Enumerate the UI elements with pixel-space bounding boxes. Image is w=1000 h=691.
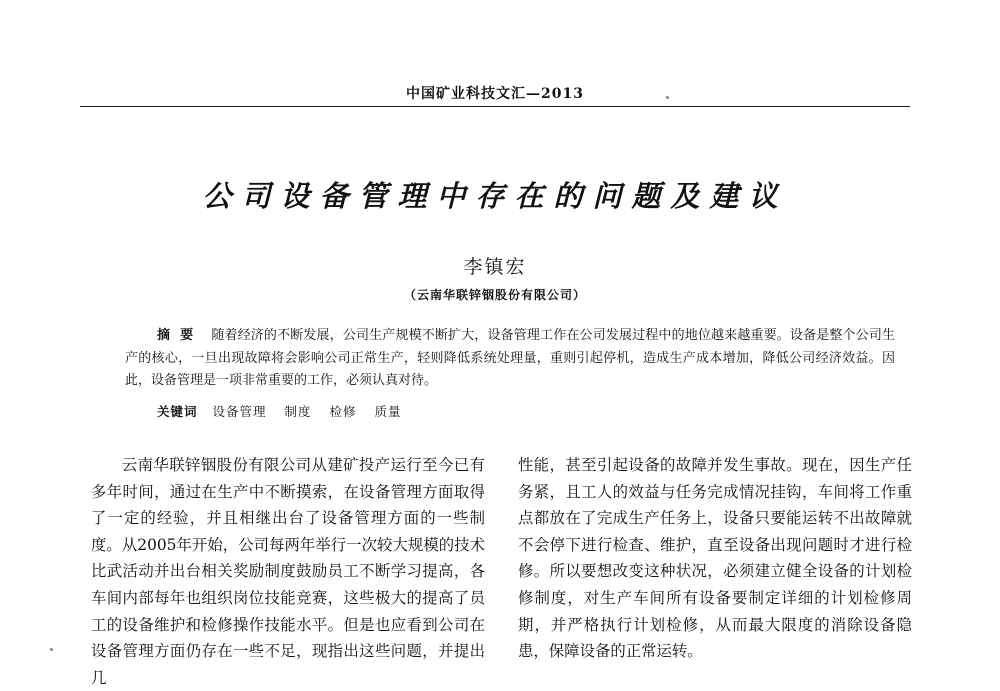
keyword-item: 设备管理 (212, 404, 267, 419)
abstract-text: 随着经济的不断发展，公司生产规模不断扩大，设备管理工作在公司发展过程中的地位越来越重要。设备是整个公司生产的核心，一旦出现故障将会影响公司正常生产，轻则降低系统处理量，重则引起停机，造成生产成本增加，降低公司经济效益。因此，设备管理是一项非常重要的工作，必须认真对待。 (125, 328, 895, 388)
scan-speck (50, 648, 53, 651)
body-column-left: 云南华联锌铟股份有限公司从建矿投产运行至今已有多年时间，通过在生产中不断摸索，在设备管理方面取得了一定的经验，并且相继出台了设备管理方面的一些制度。从2005年开始，公司每两年举行一次较大规模的技术比武活动并出台相关奖励制度鼓励员工不断学习提高，各车间内部每年也组织岗位技能竞赛，这些极大的提高了员工的设备维护和检修操作技能水平。但是也应看到公司在设备管理方面仍存在一些不足，现指出这些问题，并提出几 (91, 456, 485, 687)
scan-speck (666, 96, 669, 99)
keywords-block (157, 402, 897, 422)
abstract-block (125, 325, 895, 393)
header-rule (80, 106, 910, 107)
abstract-label: 摘要 (157, 328, 204, 343)
keyword-item: 质量 (374, 404, 402, 419)
running-head: 中国矿业科技文汇—2013 (406, 86, 584, 102)
keywords-label: 关键词 (157, 404, 198, 419)
body-column-right: 性能，甚至引起设备的故障并发生事故。现在，因生产任务紧，且工人的效益与任务完成情况挂钩，车间将工作重点都放在了完成生产任务上，设备只要能运转不出故障就不会停下进行检查、维护，直至设备出现问题时才进行检修。所以要想改变这种状况，必须建立健全设备的计划检修制度，对生产车间所有设备要制定详细的计划检修周期，并严格执行计划检修，从而最大限度的消除设备隐患，保障设备的正常运转。 (518, 456, 912, 661)
keyword-item: 检修 (329, 404, 357, 419)
author-affiliation: （云南华联锌铟股份有限公司） (403, 288, 586, 302)
author-name: 李镇宏 (463, 256, 527, 278)
keyword-item: 制度 (284, 404, 312, 419)
article-title: 公司设备管理中存在的问题及建议 (202, 179, 788, 213)
